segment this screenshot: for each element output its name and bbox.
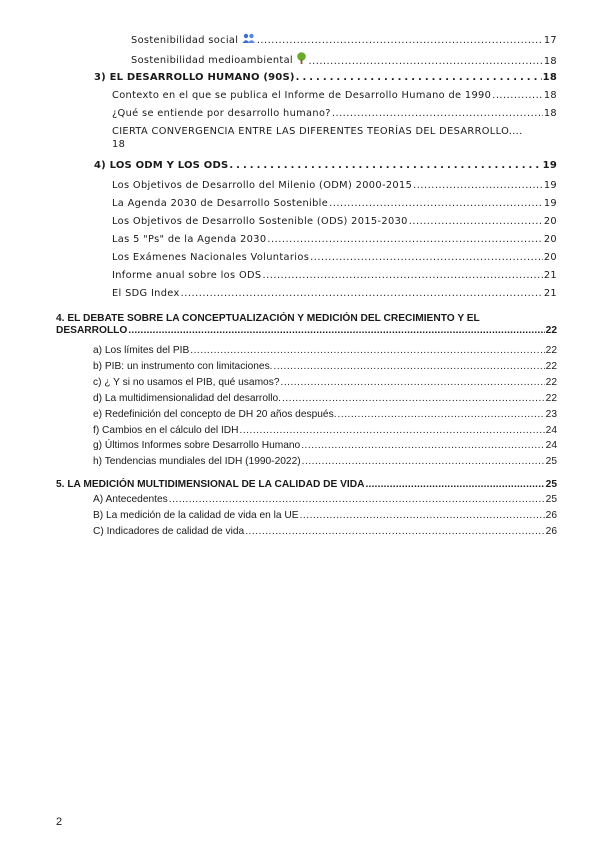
toc-entry-pib-instrumento[interactable] [93,360,557,373]
toc-page-number: 18 [112,139,126,150]
toc-entry-si-no-usamos[interactable] [93,376,557,389]
toc-page-number: 26 [545,510,557,521]
toc-page-number: 24 [545,440,557,451]
toc-page-number: 25 [545,494,557,505]
toc-entry-que-se-entiende[interactable] [112,107,557,120]
toc-page-number: 18 [543,108,557,119]
toc-page-number: 21 [543,270,557,281]
toc-entry-medicion-calidad[interactable] [56,478,557,491]
toc-page-number: 19 [543,198,557,209]
toc-entry-label: Contexto en el que se publica el Informe de Desarrollo Humano de 1990 [112,90,492,101]
toc-entry-label: a) Los límites del PIB [93,345,190,356]
toc-entry-agenda-2030[interactable] [112,197,557,210]
toc-entry-label: ¿Qué se entiende por desarrollo humano? [112,108,331,119]
toc-entry-ultimos-informes[interactable] [93,439,557,452]
toc-page-number: 19 [543,180,557,191]
toc-entry-label: El SDG Index [112,288,180,299]
toc-entry-examenes-voluntarios[interactable] [112,251,557,264]
toc-entry-label: f) Cambios en el cálculo del IDH [93,425,239,436]
toc-page-number: 18 [542,72,557,83]
toc-entry-ods-2015-2030[interactable] [112,215,557,228]
toc-entry-cinco-ps[interactable] [112,233,557,246]
toc-entry-label: d) La multidimensionalidad del desarrollo. [93,393,282,404]
toc-entry-sdg-index[interactable] [112,287,557,300]
toc-entry-redefinicion-dh[interactable] [93,408,557,421]
toc-entry-label: Sostenibilidad social [131,33,256,47]
toc-entry-medicion-ue[interactable] [93,509,557,522]
toc-entry-label: b) PIB: un instrumento con limitaciones. [93,361,273,372]
toc-entry-label: h) Tendencias mundiales del IDH (1990-2022) [93,456,301,467]
toc-page-number: 23 [545,409,557,420]
toc-entry-odm-ods[interactable] [94,159,557,172]
toc-entry-label: Las 5 "Ps" de la Agenda 2030 [112,234,267,245]
toc-entry-debate-line2[interactable] [56,324,557,337]
toc-page-number: 18 [543,56,557,67]
toc-entry-cierta-convergencia[interactable]: CIERTA CONVERGENCIA ENTRE LAS DIFERENTES TEORÍAS DEL DESARROLLO.... 18 [112,126,523,150]
toc-entry-antecedentes[interactable] [93,493,557,506]
toc-entry-informe-anual-ods[interactable] [112,269,557,282]
people-icon [242,33,256,47]
toc-entry-label: CIERTA CONVERGENCIA ENTRE LAS DIFERENTES TEORÍAS DEL DESARROLLO [112,126,509,137]
toc-entry-label: C) Indicadores de calidad de vida [93,526,245,537]
toc-page-number: 19 [542,160,557,171]
toc-entry-label: 4. EL DEBATE SOBRE LA CONCEPTUALIZACIÓN Y MEDICIÓN DEL CRECIMIENTO Y EL [56,313,480,324]
toc-page-number: 20 [543,234,557,245]
toc-entry-label: Los Objetivos de Desarrollo Sostenible (ODS) 2015-2030 [112,216,408,227]
page-number: 2 [56,816,63,828]
toc-entry-label: Informe anual sobre los ODS [112,270,262,281]
toc-page-number: 22 [545,361,557,372]
toc-page-number: 25 [545,479,557,490]
toc-entry-label: 4) LOS ODM Y LOS ODS [94,160,229,171]
toc-page-number: 22 [545,393,557,404]
toc-entry-limites-pib[interactable] [93,344,557,357]
toc-entry-label: e) Redefinición del concepto de DH 20 años después. [93,409,337,420]
toc-entry-indicadores[interactable] [93,525,557,538]
toc-page-number: 25 [545,456,557,467]
toc-entry-sostenibilidad-medioambiental[interactable] [131,52,557,68]
toc-page-number: 21 [543,288,557,299]
toc-page-number: 26 [545,526,557,537]
toc-page-number: 17 [543,35,557,46]
toc-entry-desarrollo-humano[interactable] [94,71,557,84]
toc-page-number: 22 [545,325,557,336]
toc-entry-contexto-informe[interactable] [112,89,557,102]
toc-page-number: 22 [545,345,557,356]
toc-entry-label: 3) EL DESARROLLO HUMANO (90S) [94,72,295,83]
toc-entry-label: DESARROLLO [56,325,128,336]
toc-entry-label: A) Antecedentes [93,494,168,505]
toc-entry-label: Los Exámenes Nacionales Voluntarios [112,252,310,263]
toc-page-number: 20 [543,216,557,227]
toc-entry-tendencias-idh[interactable] [93,455,557,468]
toc-entry-cambios-idh[interactable] [93,424,557,437]
toc-entry-label: Sostenibilidad medioambiental [131,52,307,68]
toc-entry-label: Los Objetivos de Desarrollo del Milenio (ODM) 2000-2015 [112,180,413,191]
toc-entry-label: g) Últimos Informes sobre Desarrollo Humano [93,440,301,451]
tree-icon [296,52,307,68]
toc-entry-label: c) ¿ Y si no usamos el PIB, qué usamos? [93,377,280,388]
toc-entry-label: B) La medición de la calidad de vida en la UE [93,510,299,521]
toc-entry-label: 5. LA MEDICIÓN MULTIDIMENSIONAL DE LA CALIDAD DE VIDA [56,479,365,490]
toc-entry-label: La Agenda 2030 de Desarrollo Sostenible [112,198,329,209]
toc-entry-odm-2000-2015[interactable] [112,179,557,192]
toc-page-number: 24 [545,425,557,436]
toc-entry-multidimensionalidad[interactable] [93,392,557,405]
toc-entry-sostenibilidad-social[interactable] [131,33,557,47]
toc-page-number: 22 [545,377,557,388]
toc-page-number: 18 [543,90,557,101]
toc-page-number: 20 [543,252,557,263]
